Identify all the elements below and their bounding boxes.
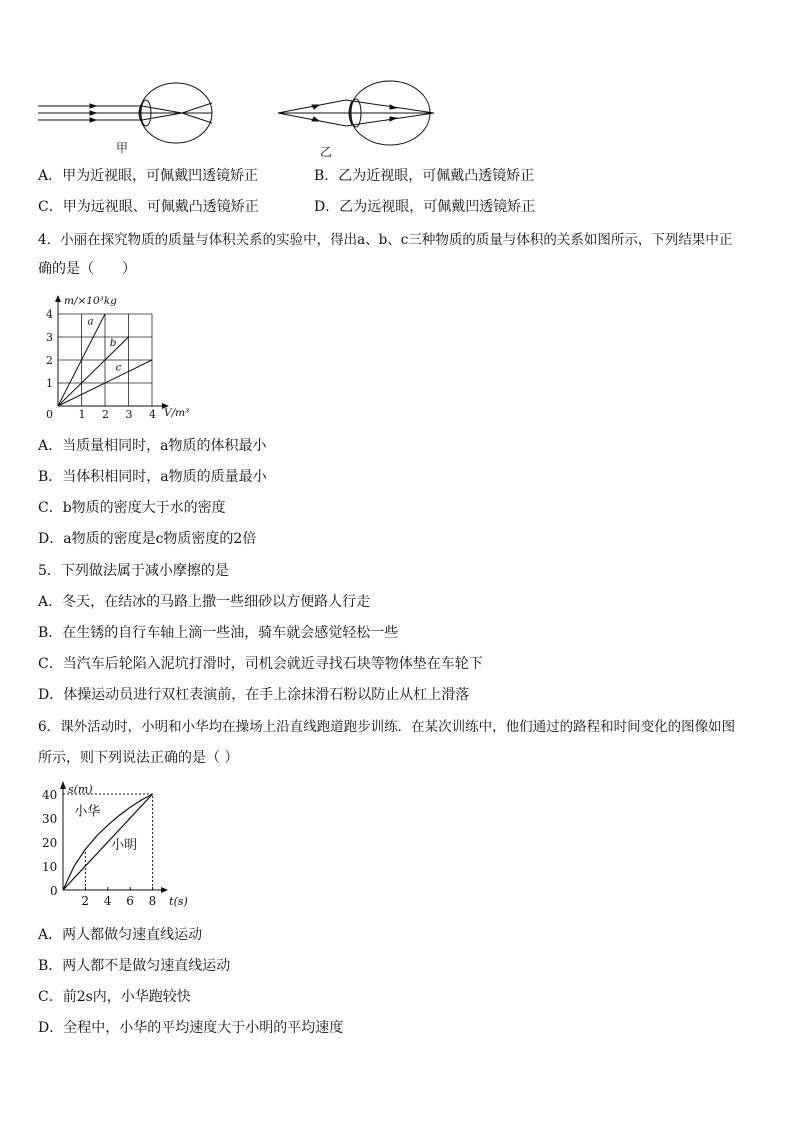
distance-time-chart xyxy=(38,778,198,914)
y-tick-label: 3 xyxy=(46,331,53,344)
y-tick-label: 2 xyxy=(46,354,53,367)
mass-volume-chart xyxy=(38,290,208,420)
q4-option-c: C．b物质的密度大于水的密度 xyxy=(38,500,226,516)
x-tick-label: 4 xyxy=(149,408,156,420)
y-tick-label: 1 xyxy=(46,377,53,390)
y-tick-label: 20 xyxy=(42,836,58,850)
q3-option-b: B．乙为近视眼，可佩戴凸透镜矫正 xyxy=(314,168,535,184)
x-axis-label: V/m³ xyxy=(164,407,190,419)
q5-option-d: D．体操运动员进行双杠表演前，在手上涂抹滑石粉以防止从杠上滑落 xyxy=(38,687,470,703)
q3-option-d: D．乙为远视眼，可佩戴凹透镜矫正 xyxy=(314,199,536,215)
q6-stem-line2: 所示，则下列说法正确的是（ ） xyxy=(38,750,239,766)
q4-option-d: D．a物质的密度是c物质密度的2倍 xyxy=(38,531,257,547)
x-tick-label: 2 xyxy=(81,894,90,908)
series-label-a: a xyxy=(87,315,94,328)
eye-diagram-jia xyxy=(38,83,212,143)
q4-stem-line2: 确的是（ ） xyxy=(38,261,136,277)
series-label-b: b xyxy=(109,337,117,350)
y-axis-arrow xyxy=(60,781,66,789)
q6-option-d: D．全程中，小华的平均速度大于小明的平均速度 xyxy=(38,1020,344,1036)
series-label-c: c xyxy=(115,361,122,374)
q6-option-b: B．两人都不是做匀速直线运动 xyxy=(38,958,231,974)
x-tick-label: 6 xyxy=(126,894,134,908)
q6-option-a: A．两人都做匀速直线运动 xyxy=(38,927,203,943)
y-tick-label: 0 xyxy=(50,884,58,898)
q3-option-c: C．甲为远视眼、可佩戴凸透镜矫正 xyxy=(38,199,259,215)
eye-diagrams xyxy=(30,78,450,158)
q4-stem-line1: 4．小丽在探究物质的质量与体积关系的实验中，得出a、b、c三种物质的质量与体积的关系如图所示，下列结果中正 xyxy=(38,232,733,248)
x-tick-label: 3 xyxy=(125,408,133,420)
q5-option-b: B．在生锈的自行车轴上滴一些油，骑车就会感觉轻松一些 xyxy=(38,625,399,641)
eye-label-jia: 甲 xyxy=(116,141,129,155)
q4-option-b: B．当体积相同时，a物质的质量最小 xyxy=(38,469,267,485)
series-label: 小明 xyxy=(111,838,138,854)
y-tick-label: 4 xyxy=(46,308,53,321)
q4-option-a: A．当质量相同时，a物质的体积最小 xyxy=(38,438,267,454)
q6-option-c: C．前2s内，小华跑较快 xyxy=(38,989,191,1005)
x-tick-label: 1 xyxy=(78,408,86,420)
q5-stem: 5．下列做法属于减小摩擦的是 xyxy=(38,563,229,579)
q6-stem-line1: 6．课外活动时，小明和小华均在操场上沿直线跑道跑步训练．在某次训练中，他们通过的路程和时间变化的图像如图 xyxy=(38,719,736,735)
eye-diagram-yi xyxy=(278,81,434,145)
y-axis-label: s(m) xyxy=(68,783,93,796)
q5-option-a: A．冬天，在结冰的马路上撒一些细砂以方便路人行走 xyxy=(38,594,371,610)
x-tick-label: 8 xyxy=(148,894,157,908)
x-axis-label: t(s) xyxy=(169,895,188,908)
y-axis-arrow xyxy=(55,295,61,302)
x-tick-label: 0 xyxy=(46,408,53,420)
y-axis-label: m/×10³kg xyxy=(64,295,117,307)
x-tick-label: 4 xyxy=(103,894,112,908)
x-axis-arrow xyxy=(161,887,168,893)
y-tick-label: 30 xyxy=(42,812,58,826)
x-tick-label: 2 xyxy=(102,408,109,420)
eye-label-yi: 乙 xyxy=(320,145,333,158)
series-label: 小华 xyxy=(74,804,101,820)
q3-option-a: A．甲为近视眼，可佩戴凹透镜矫正 xyxy=(38,168,259,184)
q5-option-c: C．当汽车后轮陷入泥坑打滑时，司机会就近寻找石块等物体垫在车轮下 xyxy=(38,656,483,672)
y-tick-label: 10 xyxy=(42,860,58,874)
y-tick-label: 40 xyxy=(42,788,58,802)
